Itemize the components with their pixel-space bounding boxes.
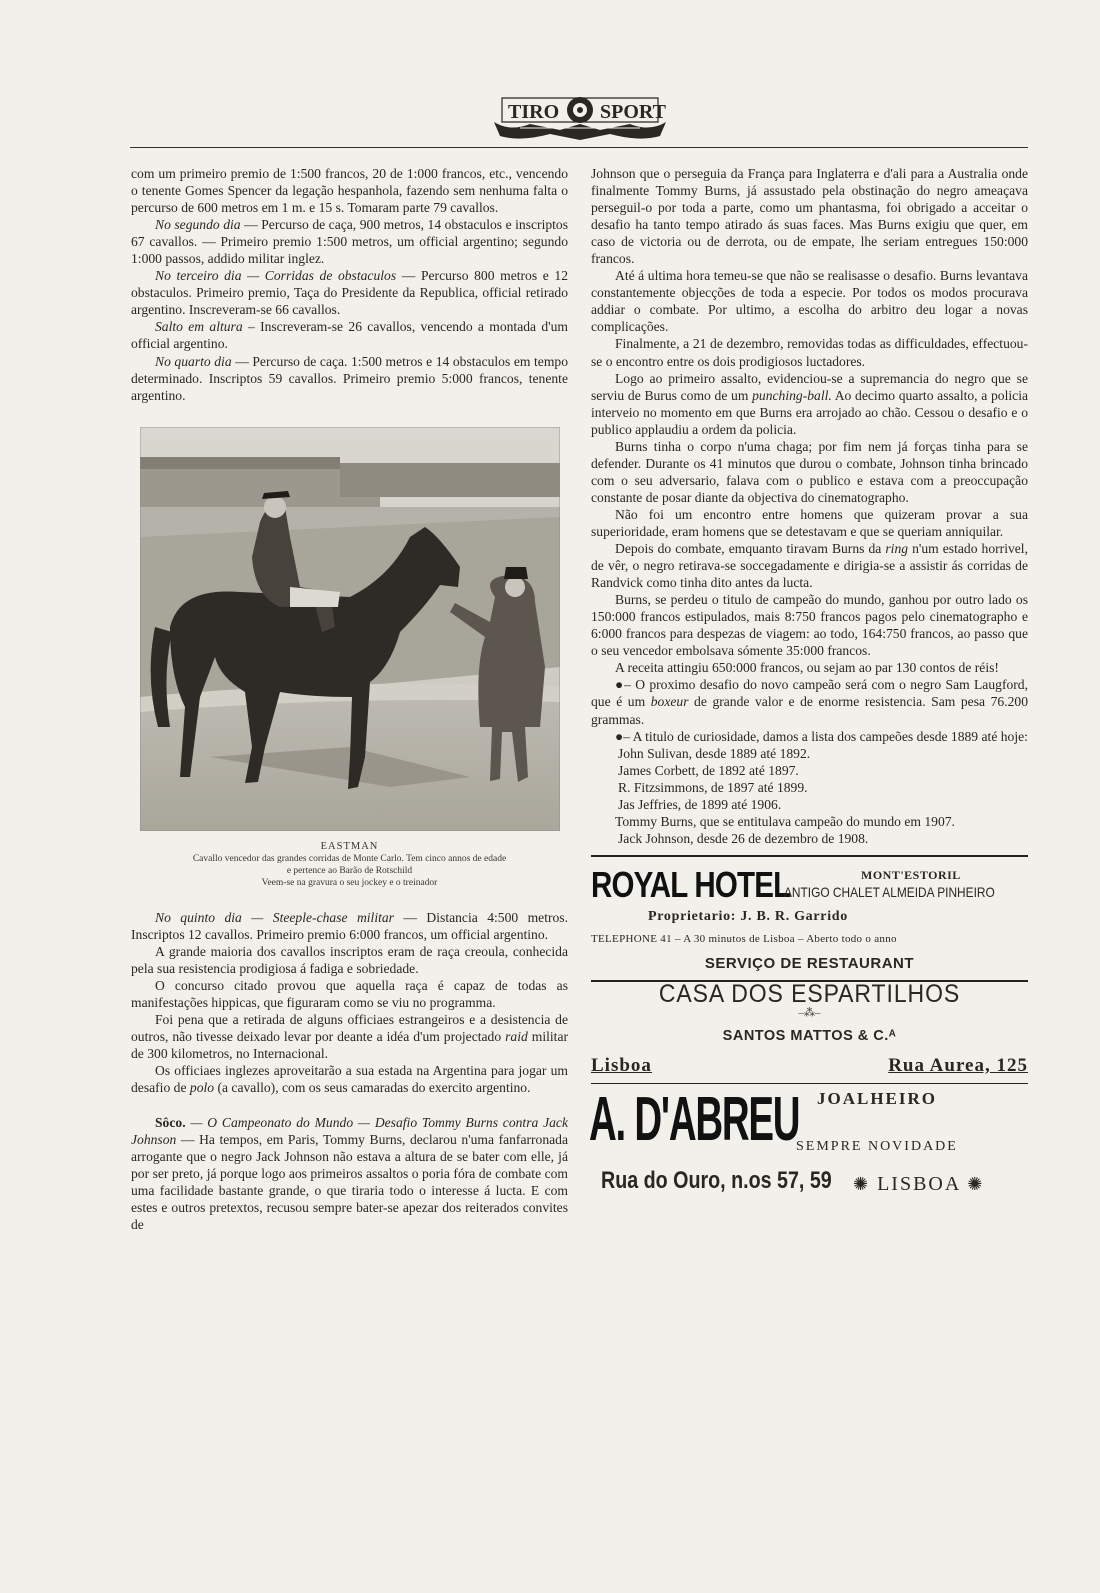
abreu-trade: JOALHEIRO bbox=[817, 1089, 938, 1109]
right-column bbox=[591, 165, 1028, 1204]
royal-hotel-service: SERVIÇO DE RESTAURANT bbox=[704, 954, 915, 972]
paragraph: O concurso citado provou que aquella raça é capaz de todas as manifestações hippicas, que figuraram como se viu no programma. bbox=[131, 977, 568, 1010]
paragraph: Até á ultima hora temeu-se que não se realisasse o desafio. Burns levantava constantemente objecções de toda a especie. Por todos os modos procurava addiar o combate. Por ultimo, a escolha do arbitro deu logar a novas complicações. bbox=[591, 268, 1028, 335]
casa-street: Rua Aurea, 125 bbox=[888, 1055, 1028, 1077]
royal-hotel-name: ROYAL HOTEL bbox=[591, 863, 791, 905]
left-column bbox=[131, 165, 568, 1234]
paragraph: No terceiro dia — Corridas de obstaculos — Percurso 800 metros e 12 obstaculos. Primeiro premio, Taça do Presidente da Republica, official retirado argentino. Inscreveram-se 66 cavallos. bbox=[131, 268, 568, 318]
paragraph: Johnson que o perseguia da França para Inglaterra e d'ali para a Australia onde finalmente Tommy Burns, já assustado pela obstinação do negro ameaçava perseguil-o por toda a parte, como um phantasma, foi obrigado a acceitar o desafio ha tanto tempo atirado ás suas faces. Mas Burns exigiu que quer, em caso de victoria ou de derrota, ou de empate, lhe seriam entregues 150:000 francos. bbox=[591, 166, 1028, 267]
soco-subheading: — O Campeonato do Mundo — Desafio Tommy Burns contra Jack Johnson bbox=[131, 1115, 568, 1148]
champion-item: John Sulivan, desde 1889 até 1892. bbox=[618, 745, 811, 761]
abreu-tagline: SEMPRE NOVIDADE bbox=[796, 1139, 958, 1155]
paragraph: Logo ao primeiro assalto, evidenciou-se a supremancia do negro que se serviu de Burus como de um punching-ball. Ao decimo quarto assalto, a policia interveio no momento em que Burns era arrojado ao chão. Cessou o desafio e o publico applaudiu a ordem da policia. bbox=[591, 370, 1029, 437]
paragraph: Foi pena que a retirada de alguns officiaes estrangeiros e a desistencia de outros, não tivesse deixado levar por deante a idéa d'um projectado raid militar de 300 kilometros, no Internacional. bbox=[131, 1011, 569, 1062]
ornament-icon: –⁂– bbox=[798, 1006, 821, 1019]
paragraph: Finalmente, a 21 de dezembro, removidas todas as difficuldades, effectuou-se o encontro entre os dois prodigiosos luctadores. bbox=[591, 336, 1028, 369]
royal-hotel-chalet: ANTIGO CHALET ALMEIDA PINHEIRO bbox=[784, 883, 995, 900]
paragraph: Os officiaes inglezes aproveitarão a sua estada na Argentina para jogar um desafio de polo (a cavallo), com os seus camaradas do exercito argentino. bbox=[131, 1063, 568, 1096]
royal-hotel-telephone: TELEPHONE 41 – A 30 minutos de Lisboa – Aberto todo o anno bbox=[591, 932, 897, 945]
soco-article: Sôco. — O Campeonato do Mundo — Desafio Tommy Burns contra Jack Johnson — Ha tempos, em Paris, Tommy Burns, declarou n'uma fanfarronada arrogante que o negro Jack Johnson não estava a altura de se bater com elle, já por ser preto, já porque logo aos primeiros assaltos o poria fóra de combate com uma facilidade bastante grande, o que tiraria todo o interesse á lucta. E com estes e outros pretextos, recusou sempre bater-se apezar dos reiterados convites de bbox=[131, 1115, 568, 1233]
star-icon: ✺ bbox=[853, 1174, 871, 1195]
star-icon: ✺ bbox=[967, 1174, 985, 1195]
ad-divider bbox=[591, 855, 1028, 857]
royal-hotel-ad bbox=[591, 863, 1028, 951]
bullet-icon: ●– bbox=[615, 728, 631, 744]
champion-item: Jas Jeffries, de 1899 até 1906. bbox=[618, 796, 782, 812]
caption-line: e pertence ao Barão de Rotschild bbox=[286, 865, 413, 876]
soco-heading: Sôco. bbox=[155, 1115, 186, 1131]
bullet-icon: ●– bbox=[615, 677, 631, 693]
paragraph: Burns, se perdeu o titulo de campeão do mundo, ganhou por outro lado os 150:000 francos estipulados, mais 8:750 francos pagos pelo cinematographo e 6:000 francos para despezas de viagem: ao todo, 164:750 francos, ao passo que o seu vencedor embolsava sómente 35:000 francos. bbox=[591, 592, 1028, 659]
champion-item: James Corbett, de 1892 até 1897. bbox=[618, 762, 799, 778]
casa-company: SANTOS MATTOS & C.ᴬ bbox=[722, 1028, 897, 1045]
abreu-city: ✺ LISBOA ✺ bbox=[853, 1173, 985, 1196]
paragraph: Salto em altura – Inscreveram-se 26 cavallos, vencendo a montada d'um official argentino. bbox=[131, 319, 568, 352]
photo-caption bbox=[131, 841, 568, 889]
paragraph: No quinto dia — Steeple-chase militar — Distancia 4:500 metros. Inscriptos 12 cavallos. Primeiro premio 6:000 francos, um official argentino. bbox=[131, 909, 568, 942]
paragraph: Não foi um encontro entre homens que quizeram provar a sua superioridade, eram homens que se detestavam e que se queriam anniquilar. bbox=[591, 506, 1028, 539]
abreu-name: A. D'ABREU bbox=[589, 1085, 800, 1155]
royal-hotel-proprietor: Proprietario: J. B. R. Garrido bbox=[648, 908, 848, 924]
masthead-rule bbox=[130, 147, 1028, 148]
paragraph: com um primeiro premio de 1:500 francos, 20 de 1:000 francos, etc., vencendo o tenente Gomes Spencer da legação hespanhola, fazendo sem nenhuma falta o percurso de 600 metros em 1 m. e 15 s. Tomaram parte 79 cavallos. bbox=[131, 166, 568, 216]
masthead-title: TIRO bbox=[508, 101, 560, 123]
paragraph: ●– A titulo de curiosidade, damos a lista dos campeões desde 1889 até hoje: bbox=[615, 728, 1028, 744]
caption-line: Cavallo vencedor das grandes corridas de Monte Carlo. Tem cinco annos de edade bbox=[192, 853, 507, 864]
paragraph: No segundo dia — Percurso de caça, 900 metros, 14 obstaculos e inscriptos 67 cavallos. — Primeiro premio 1:500 metros, um official argentino; segundo 1:000 passos, addido militar inglez. bbox=[131, 217, 569, 267]
masthead-logo bbox=[490, 88, 670, 142]
paragraph: A grande maioria dos cavallos inscriptos eram de raça creoula, conhecida pela sua resistencia prodigiosa á fadiga e sobriedade. bbox=[131, 943, 568, 976]
svg-text:SPORT: SPORT bbox=[600, 101, 666, 123]
abreu-street: Rua do Ouro, n.os 57, 59 bbox=[601, 1167, 832, 1195]
horse-photo bbox=[140, 427, 560, 831]
champion-item: Tommy Burns, que se entitulava campeão do mundo em 1907. bbox=[615, 813, 955, 829]
paragraph: Burns tinha o corpo n'uma chaga; por fim nem já forças tinha para se defender. Durante os 41 minutos que durou o combate, Johnson tinha brincado com o seu adversario, falava com o publico e estava com a preoccupação constante de posar diante da objectiva do cinematographo. bbox=[591, 438, 1028, 505]
paragraph: A receita attingiu 650:000 francos, ou sejam ao par 130 contos de réis! bbox=[615, 660, 999, 676]
casa-espartilhos-name: CASA DOS ESPARTILHOS bbox=[658, 979, 961, 1008]
paragraph: Depois do combate, emquanto tiravam Burns da ring n'um estado horrivel, de vêr, o negro retirava-se soccegadamente e dirigia-se a assistir ás corridas de Randvick como tinha dito antes da lucta. bbox=[591, 541, 1028, 591]
paragraph: No quarto dia — Percurso de caça. 1:500 metros e 14 obstaculos em tempo determinado. Inscriptos 59 cavallos. Primeiro premio 5:000 francos, tenente argentino. bbox=[131, 353, 568, 403]
casa-city: Lisboa bbox=[591, 1055, 652, 1077]
abreu-ad bbox=[591, 1084, 1028, 1204]
casa-address bbox=[591, 1057, 1028, 1087]
royal-hotel-location: MONT'ESTORIL bbox=[861, 867, 961, 882]
caption-line: Veem-se na gravura o seu jockey e o treinador bbox=[261, 877, 438, 888]
champion-item: Jack Johnson, desde 26 de dezembro de 1908. bbox=[618, 830, 869, 846]
caption-title: EASTMAN bbox=[320, 840, 379, 852]
champion-item: R. Fitzsimmons, de 1897 até 1899. bbox=[618, 779, 808, 795]
paragraph: ●– O proximo desafio do novo campeão será com o negro Sam Laugford, que é um boxeur de grande valor e de enorme resistencia. Sam pesa 76.200 grammas. bbox=[591, 677, 1028, 727]
